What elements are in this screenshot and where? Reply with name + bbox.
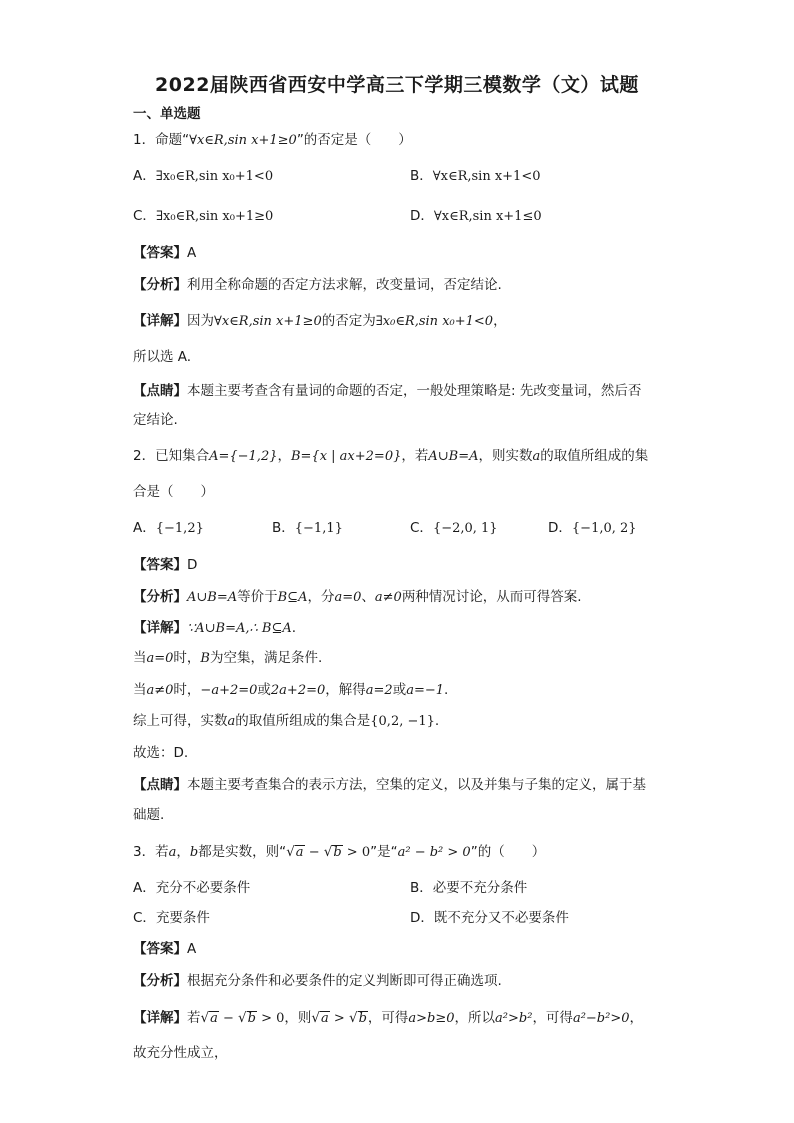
q3-option-d: [410, 908, 569, 928]
detail-math: B: [200, 651, 210, 666]
detail-sqrt-a: a: [210, 1011, 218, 1026]
detail-text: ，可得: [367, 1010, 409, 1026]
detail-text: 因为: [187, 313, 214, 329]
q2-detail-line4: 故选：D.: [133, 745, 189, 761]
comment-text: 本题主要考查集合的表示方法，空集的定义，以及并集与子集的定义，属于基: [187, 777, 646, 793]
q1-comment-line2: 定结论.: [133, 412, 178, 428]
detail-math: a²>b²: [495, 1011, 533, 1026]
option-text: ∃x₀∈R,sin x₀+1≥0: [155, 209, 274, 224]
detail-text: 为空集，满足条件.: [209, 650, 323, 666]
detail-sqrt-b: b: [358, 1011, 367, 1026]
option-text: 既不充分又不必要条件: [433, 910, 569, 926]
q3-detail-line2: 故充分性成立，: [133, 1045, 228, 1061]
comment-text: 本题主要考查含有量词的命题的否定，一般处理策略是: 先改变量词，然后否: [187, 383, 642, 399]
detail-text: .: [291, 620, 297, 636]
q3-stem-math: a² − b² > 0: [397, 845, 471, 860]
option-label: A．: [133, 880, 156, 896]
q3-option-c: [133, 908, 210, 928]
q2-stem-text: 的取值所组成的集: [540, 448, 649, 464]
option-label: C．: [410, 520, 433, 536]
option-label: D．: [410, 208, 434, 224]
q1-stem-pre: 1．命题“: [133, 132, 190, 148]
sqrt-icon: √: [238, 1010, 247, 1026]
detail-text: 若: [187, 1010, 201, 1026]
sqrt-icon: √: [323, 844, 333, 860]
q2-stem-math: A∪B=A: [428, 449, 479, 464]
detail-math: ∀x∈R,sin x+1≥0: [214, 314, 322, 329]
analysis-math: A∪B=A: [187, 590, 238, 605]
detail-text: ，: [493, 313, 507, 329]
answer-value: D: [187, 557, 198, 573]
q1-detail: [133, 311, 507, 332]
answer-tag: 【答案】: [133, 245, 187, 261]
analysis-tag: 【分析】: [133, 973, 187, 989]
sqrt-icon: √: [200, 1010, 210, 1026]
q2-comment-line2: 础题.: [133, 807, 165, 823]
option-label: D．: [410, 910, 434, 926]
analysis-text: 利用全称命题的否定方法求解，改变量词，否定结论.: [187, 277, 502, 293]
detail-math: a²−b²>0: [572, 1011, 630, 1026]
q1-analysis: [133, 275, 502, 295]
q3-sqrt-b: b: [333, 845, 342, 860]
analysis-math: a≠0: [374, 590, 402, 605]
option-text: 必要不充分条件: [432, 880, 528, 896]
detail-math: 2a+2=0: [270, 683, 326, 698]
q2-option-c: [410, 518, 498, 539]
detail-math: ∃x₀∈R,sin x₀+1<0: [375, 314, 494, 329]
analysis-text: 根据充分条件和必要条件的定义判断即可得正确选项.: [187, 973, 502, 989]
q1-detail-line2: 所以选 A.: [133, 349, 192, 365]
option-label: A．: [133, 168, 156, 184]
q3-stem: [133, 842, 545, 863]
detail-text: 当: [133, 650, 147, 666]
q1-option-d: [410, 206, 542, 227]
q3-stem-math: a: [168, 845, 177, 860]
q2-stem-math: a: [532, 449, 541, 464]
detail-math: {0,2, −1}: [370, 714, 435, 729]
detail-text: ，所以: [454, 1010, 496, 1026]
detail-math: ∵A∪B=A,∴ B⊆A: [187, 621, 292, 636]
detail-text: .: [434, 713, 440, 729]
q3-sqrt-a: a: [295, 845, 304, 860]
detail-math: −a+2=0: [200, 683, 258, 698]
option-text: {−1,0, 2}: [571, 521, 637, 536]
section-heading: 一、单选题: [133, 106, 201, 122]
q3-stem-math: b: [189, 845, 199, 860]
detail-math: >: [329, 1011, 349, 1026]
detail-math: a=2: [365, 683, 393, 698]
analysis-math: a=0: [334, 590, 362, 605]
q1-option-a: [133, 166, 273, 187]
detail-text: 或: [257, 682, 271, 698]
answer-tag: 【答案】: [133, 941, 187, 957]
detail-text: ，解得: [325, 682, 366, 698]
detail-text: .: [444, 682, 449, 698]
q2-analysis: [133, 587, 582, 608]
q2-answer: [133, 555, 197, 575]
option-label: A．: [133, 520, 156, 536]
option-text: ∀x∈R,sin x+1<0: [432, 169, 541, 184]
analysis-tag: 【分析】: [133, 589, 187, 605]
q1-stem-math: ∀x∈R,sin x+1≥0: [189, 133, 297, 148]
q2-option-d: [548, 518, 637, 539]
option-text: 充要条件: [155, 910, 210, 926]
q2-stem-text: 2．已知集合: [133, 448, 210, 464]
detail-tag: 【详解】: [133, 620, 187, 636]
q1-stem: [133, 130, 412, 151]
q3-option-b: [410, 878, 527, 898]
q1-stem-post: ”的否定是（ ）: [296, 132, 412, 148]
option-text: {−1,1}: [294, 521, 343, 536]
option-label: C．: [133, 208, 156, 224]
detail-text: 时，: [173, 650, 201, 666]
option-label: D．: [548, 520, 572, 536]
q3-stem-math: > 0: [342, 845, 371, 860]
option-text: 充分不必要条件: [155, 880, 251, 896]
option-label: C．: [133, 910, 156, 926]
option-label: B．: [410, 880, 433, 896]
detail-text: 当: [133, 682, 147, 698]
option-text: ∃x₀∈R,sin x₀+1<0: [155, 169, 274, 184]
detail-sqrt-a: a: [321, 1011, 329, 1026]
option-text: {−1,2}: [155, 521, 204, 536]
q2-stem-text: ，: [277, 448, 291, 464]
detail-text: ，则: [284, 1010, 312, 1026]
q1-answer: [133, 243, 196, 263]
q2-stem-text: ，则实数: [478, 448, 533, 464]
q1-option-c: [133, 206, 273, 227]
detail-math: a>b≥0: [408, 1011, 455, 1026]
q2-detail-line2: [133, 680, 448, 701]
answer-value: A: [187, 245, 197, 261]
detail-math: a=−1: [406, 683, 444, 698]
q3-stem-text: 都是实数，则“: [198, 844, 287, 860]
detail-sqrt-b: b: [247, 1011, 256, 1026]
detail-text: 时，: [173, 682, 201, 698]
q3-stem-text: 3．若: [133, 844, 169, 860]
q2-stem-math: A={−1,2}: [209, 449, 278, 464]
detail-tag: 【详解】: [133, 1010, 187, 1026]
page-title: 2022届陕西省西安中学高三下学期三模数学（文）试题: [155, 74, 639, 96]
detail-text: 综上可得，实数: [133, 713, 228, 729]
detail-math: −: [218, 1011, 239, 1026]
sqrt-icon: √: [286, 844, 295, 860]
q3-stem-text: ”的（ ）: [470, 844, 546, 860]
q3-option-a: [133, 878, 250, 898]
detail-text: 的取值所组成的集合是: [235, 713, 371, 729]
detail-tag: 【详解】: [133, 313, 187, 329]
detail-math: a≠0: [146, 683, 174, 698]
q2-detail: [133, 618, 296, 639]
answer-value: A: [187, 941, 197, 957]
analysis-text: 等价于: [237, 589, 278, 605]
option-label: B．: [272, 520, 295, 536]
detail-math: a: [227, 714, 236, 729]
analysis-text: 两种情况讨论，从而可得答案.: [401, 589, 582, 605]
q2-stem-line2: 合是（ ）: [133, 484, 214, 500]
option-label: B．: [410, 168, 433, 184]
q2-stem-math: B={x | ax+2=0}: [290, 449, 402, 464]
detail-text: ，可得: [532, 1010, 573, 1026]
q2-option-a: [133, 518, 204, 539]
q2-detail-line1: [133, 648, 322, 669]
q3-stem-math: −: [304, 845, 324, 860]
q2-option-b: [272, 518, 343, 539]
detail-text: 或: [392, 682, 407, 698]
q2-comment: [133, 775, 646, 795]
sqrt-icon: √: [348, 1010, 358, 1026]
detail-text: 的否定为: [321, 313, 376, 329]
q3-answer: [133, 939, 196, 959]
q1-comment: [133, 381, 641, 401]
sqrt-icon: √: [311, 1010, 321, 1026]
comment-tag: 【点睛】: [133, 383, 187, 399]
q2-stem-text: ，若: [401, 448, 429, 464]
q3-detail: [133, 1008, 643, 1029]
detail-math: > 0: [256, 1011, 285, 1026]
comment-tag: 【点睛】: [133, 777, 187, 793]
option-text: {−2,0, 1}: [432, 521, 498, 536]
analysis-text: ，分: [307, 589, 335, 605]
analysis-text: 、: [361, 589, 375, 605]
q2-detail-line3: [133, 711, 439, 732]
q3-analysis: [133, 971, 502, 991]
detail-text: ，: [629, 1010, 643, 1026]
q2-stem: [133, 446, 648, 467]
option-text: ∀x∈R,sin x+1≤0: [433, 209, 542, 224]
analysis-math: B⊆A: [277, 590, 308, 605]
q3-stem-text: ”是“: [370, 844, 398, 860]
q1-option-b: [410, 166, 540, 187]
detail-math: a=0: [146, 651, 174, 666]
analysis-tag: 【分析】: [133, 277, 187, 293]
answer-tag: 【答案】: [133, 557, 187, 573]
q3-stem-text: ，: [176, 844, 190, 860]
